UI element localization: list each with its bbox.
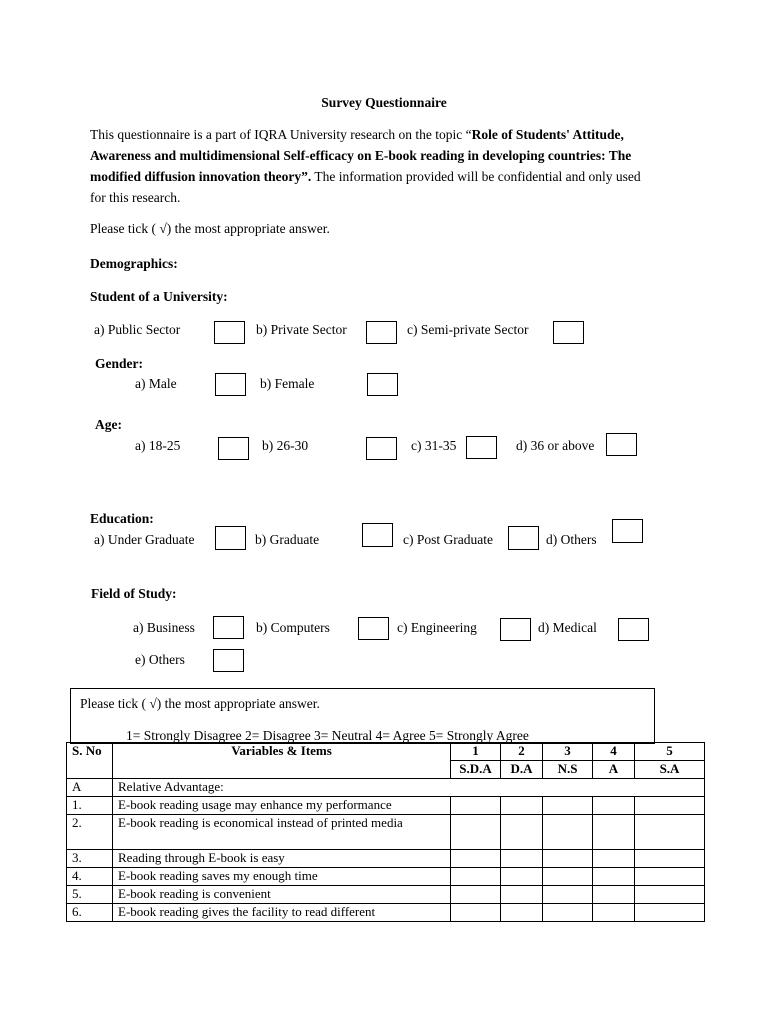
rating-cell-1[interactable] [451, 815, 501, 850]
rating-cell-1[interactable] [451, 850, 501, 868]
field-others-checkbox[interactable] [213, 649, 244, 672]
rating-cell-1[interactable] [451, 868, 501, 886]
university-option-private: b) Private Sector [256, 322, 347, 337]
scale-1-header: 1 [451, 743, 501, 761]
tick-instruction: Please tick ( √) the most appropriate answer. [90, 221, 330, 236]
rating-cell-1[interactable] [451, 886, 501, 904]
row-item-text: E-book reading is convenient [113, 886, 451, 904]
field-heading: Field of Study: [91, 586, 177, 601]
table-row [67, 815, 705, 850]
table-row [67, 797, 705, 815]
field-business-checkbox[interactable] [213, 616, 244, 639]
row-item-text: E-book reading usage may enhance my performance [113, 797, 451, 815]
rating-cell-4[interactable] [593, 868, 635, 886]
rating-cell-1[interactable] [451, 797, 501, 815]
scale-a-header: A [593, 761, 635, 779]
education-option-undergraduate: a) Under Graduate [94, 532, 195, 547]
age-option-18-25: a) 18-25 [135, 438, 181, 453]
rating-cell-5[interactable] [635, 904, 705, 922]
age-18-25-checkbox[interactable] [218, 437, 249, 460]
survey-table [66, 742, 705, 922]
education-postgraduate-checkbox[interactable] [508, 526, 539, 550]
scale-4-header: 4 [593, 743, 635, 761]
rating-cell-4[interactable] [593, 904, 635, 922]
section-label: Relative Advantage: [113, 779, 705, 797]
education-option-others: d) Others [546, 532, 597, 547]
gender-option-female: b) Female [260, 376, 315, 391]
rating-cell-4[interactable] [593, 886, 635, 904]
gender-heading: Gender: [95, 356, 143, 371]
age-option-36-above: d) 36 or above [516, 438, 595, 453]
table-row [67, 868, 705, 886]
rating-cell-2[interactable] [501, 886, 543, 904]
table-row [67, 850, 705, 868]
row-number: 4. [67, 868, 113, 886]
university-option-public: a) Public Sector [94, 322, 181, 337]
intro-text-start: This questionnaire is a part of IQRA University research on the topic “ [90, 127, 472, 142]
field-option-medical: d) Medical [538, 620, 597, 635]
field-engineering-checkbox[interactable] [500, 618, 531, 641]
row-number: 3. [67, 850, 113, 868]
field-computers-checkbox[interactable] [358, 617, 389, 640]
rating-cell-3[interactable] [543, 850, 593, 868]
field-option-computers: b) Computers [256, 620, 330, 635]
rating-cell-4[interactable] [593, 815, 635, 850]
row-number: 1. [67, 797, 113, 815]
rating-cell-3[interactable] [543, 886, 593, 904]
university-public-checkbox[interactable] [214, 321, 245, 344]
age-heading: Age: [95, 417, 122, 432]
rating-cell-5[interactable] [635, 850, 705, 868]
rating-instruction: Please tick ( √) the most appropriate answer. [80, 696, 320, 711]
rating-cell-4[interactable] [593, 797, 635, 815]
gender-male-checkbox[interactable] [215, 373, 246, 396]
section-row [67, 779, 705, 797]
rating-cell-2[interactable] [501, 797, 543, 815]
rating-cell-2[interactable] [501, 850, 543, 868]
age-31-35-checkbox[interactable] [466, 436, 497, 459]
rating-cell-2[interactable] [501, 868, 543, 886]
rating-cell-5[interactable] [635, 868, 705, 886]
rating-cell-4[interactable] [593, 850, 635, 868]
scale-ns-header: N.S [543, 761, 593, 779]
rating-cell-2[interactable] [501, 904, 543, 922]
rating-cell-5[interactable] [635, 797, 705, 815]
field-medical-checkbox[interactable] [618, 618, 649, 641]
field-option-others: e) Others [135, 652, 185, 667]
university-option-semiprivate: c) Semi-private Sector [407, 322, 529, 337]
scale-3-header: 3 [543, 743, 593, 761]
age-26-30-checkbox[interactable] [366, 437, 397, 460]
age-36-above-checkbox[interactable] [606, 433, 637, 456]
row-number: 5. [67, 886, 113, 904]
rating-cell-1[interactable] [451, 904, 501, 922]
scale-5-header: 5 [635, 743, 705, 761]
page-title: Survey Questionnaire [321, 95, 447, 110]
rating-cell-5[interactable] [635, 886, 705, 904]
university-semiprivate-checkbox[interactable] [553, 321, 584, 344]
education-heading: Education: [90, 511, 154, 526]
education-others-checkbox[interactable] [612, 519, 643, 543]
rating-scale-legend: 1= Strongly Disagree 2= Disagree 3= Neutral 4= Agree 5= Strongly Agree [126, 728, 529, 743]
rating-cell-2[interactable] [501, 815, 543, 850]
rating-cell-3[interactable] [543, 797, 593, 815]
table-header-row [67, 743, 705, 761]
education-option-graduate: b) Graduate [255, 532, 320, 547]
items-header: Variables & Items [113, 743, 451, 779]
age-option-31-35: c) 31-35 [411, 438, 457, 453]
intro-text-end: The information provided will be confidential and only used for this research. [90, 169, 641, 205]
university-private-checkbox[interactable] [366, 321, 397, 344]
field-option-business: a) Business [133, 620, 195, 635]
education-graduate-checkbox[interactable] [362, 523, 393, 547]
sno-header: S. No [67, 743, 113, 779]
row-item-text: E-book reading is economical instead of printed media [113, 815, 451, 850]
intro-paragraph [90, 124, 650, 208]
row-number: 2. [67, 815, 113, 850]
table-row [67, 886, 705, 904]
field-option-engineering: c) Engineering [397, 620, 477, 635]
university-heading: Student of a University: [90, 289, 228, 304]
rating-cell-5[interactable] [635, 815, 705, 850]
education-option-postgraduate: c) Post Graduate [403, 532, 493, 547]
gender-option-male: a) Male [135, 376, 177, 391]
rating-cell-3[interactable] [543, 868, 593, 886]
row-item-text: E-book reading saves my enough time [113, 868, 451, 886]
table-row [67, 904, 705, 922]
rating-cell-3[interactable] [543, 815, 593, 850]
row-item-text: Reading through E-book is easy [113, 850, 451, 868]
demographics-heading: Demographics: [90, 256, 178, 271]
scale-da-header: D.A [501, 761, 543, 779]
scale-2-header: 2 [501, 743, 543, 761]
intro-topic: Role of Students' Attitude, Awareness and multidimensional Self-efficacy on E-book reading in developing countries: The modified diffusion innovation theory”. [90, 127, 632, 184]
age-option-26-30: b) 26-30 [262, 438, 309, 453]
scale-sda-header: S.D.A [451, 761, 501, 779]
row-number: 6. [67, 904, 113, 922]
education-undergraduate-checkbox[interactable] [215, 526, 246, 550]
section-code: A [67, 779, 113, 797]
gender-female-checkbox[interactable] [367, 373, 398, 396]
rating-cell-3[interactable] [543, 904, 593, 922]
row-item-text: E-book reading gives the facility to read different [113, 904, 451, 922]
scale-sa-header: S.A [635, 761, 705, 779]
